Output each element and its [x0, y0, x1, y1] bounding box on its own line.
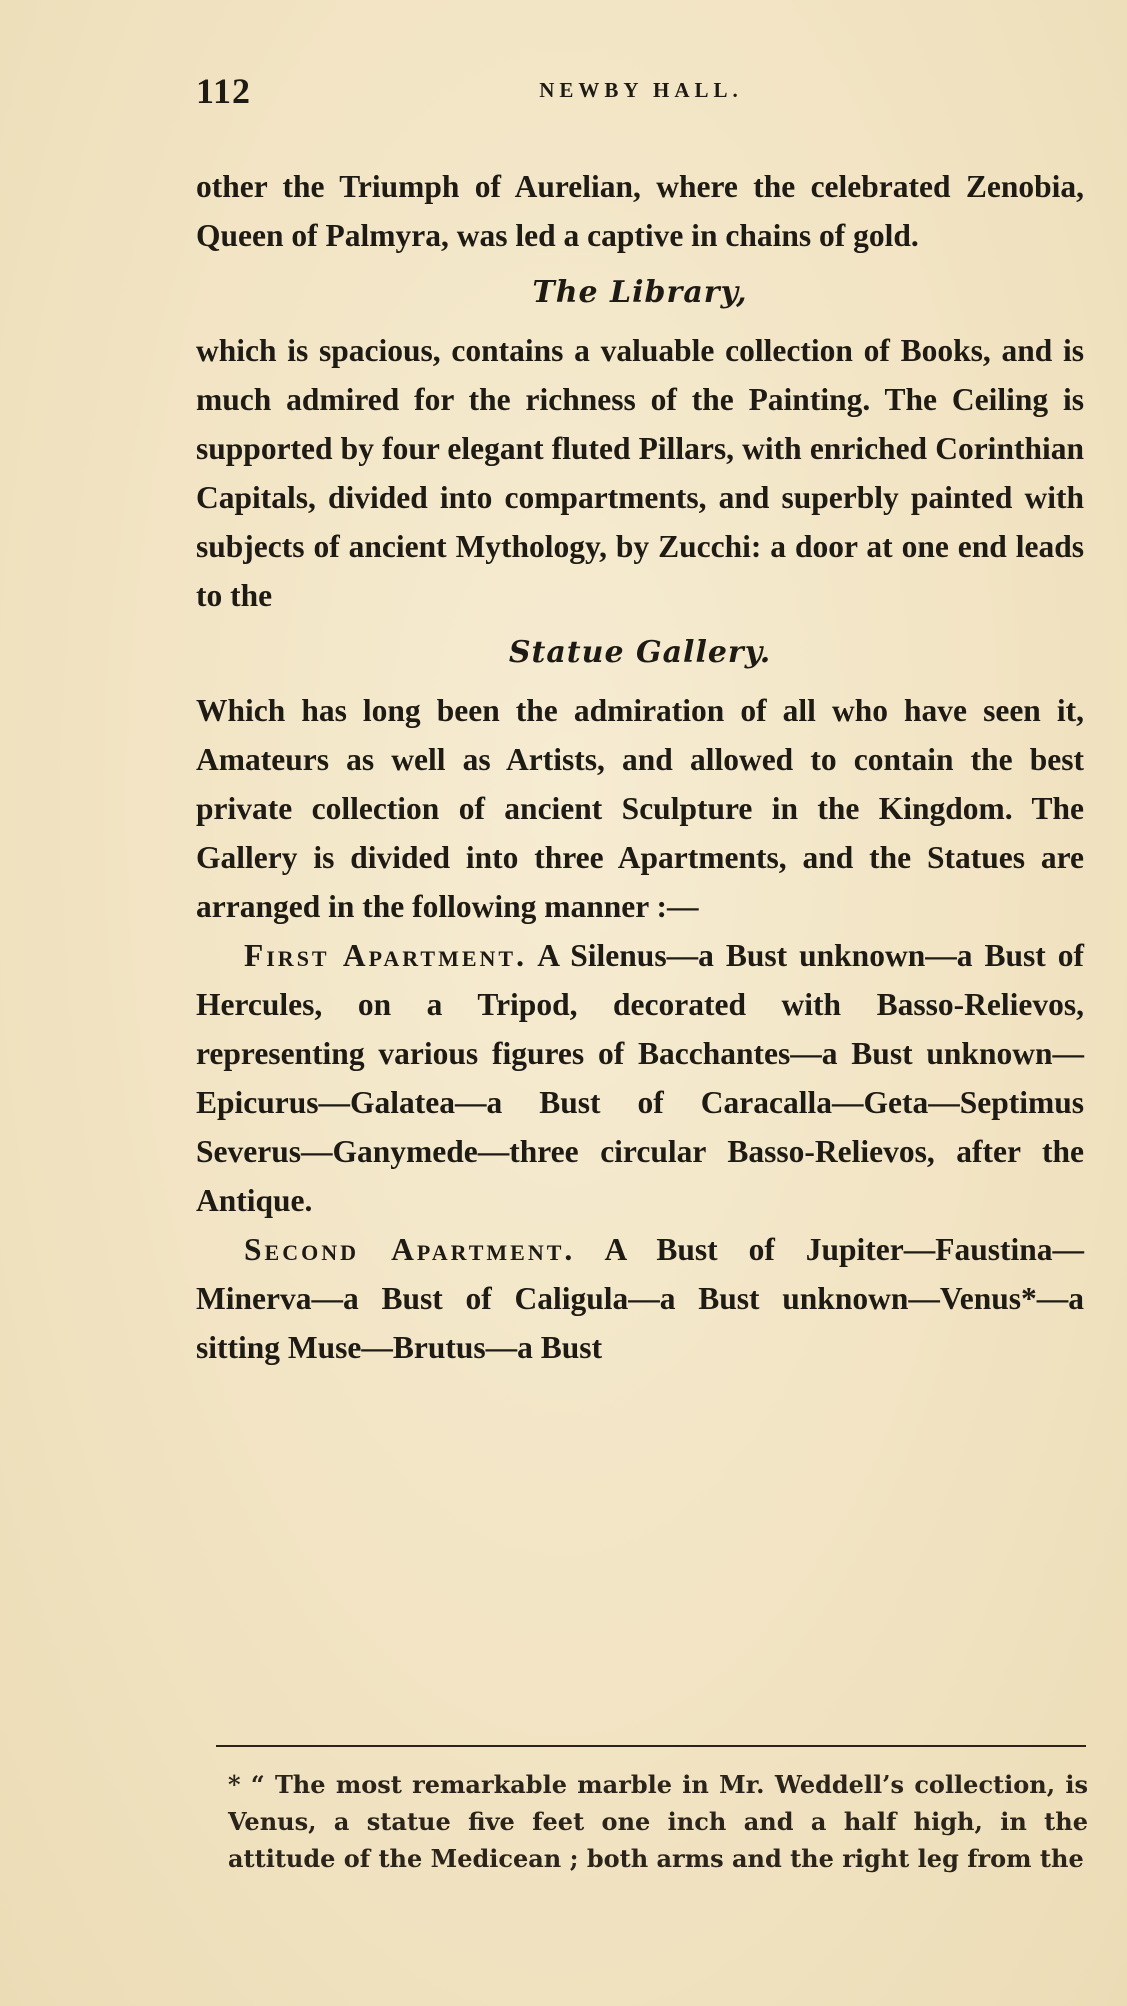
- heading-library: The Library,: [532, 275, 748, 310]
- paragraph-gallery: Which has long been the admiration of all who have seen it, Amateurs as well as Artists, and allowed to contain the best private collection of ancient Sculpture in the Kingdom. The Gallery is divided into three Apartments, and the Statues are arranged in the following manner :—: [196, 693, 1084, 924]
- label-second-apartment: Second Apartment.: [244, 1232, 576, 1267]
- footnote: [228, 1766, 1088, 1877]
- text-first-apartment: A Silenus—a Bust unknown—a Bust of Hercules, on a Tripod, decorated with Basso-Relievos, representing various figures of Bacchantes—a Bust unknown—Epicurus—Galatea—a Bust of Caracalla—Geta—Septimus Severus—Ganymede—three circular Basso-Relievos, after the Antique.: [196, 938, 1084, 1218]
- running-head: [196, 70, 1086, 120]
- text-second-apartment: A Bust of Jupiter—Faustina—Minerva—a Bust of Caligula—a Bust unknown—Venus*—a sitting Muse—Brutus—a Bust: [196, 1232, 1085, 1365]
- paragraph-library: which is spacious, contains a valuable collection of Books, and is much admired for the richness of the Painting. The Ceiling is supported by four elegant fluted Pillars, with enriched Corinthian Capitals, divided into compartments, and superbly painted with subjects of ancient Mythology, by Zucchi: a door at one end leads to the: [196, 333, 1084, 613]
- paragraph-first-apartment: [196, 931, 1084, 1225]
- body-text: [196, 162, 1084, 1372]
- paragraph-second-apartment: [196, 1225, 1084, 1372]
- running-title: NEWBY HALL.: [539, 78, 743, 102]
- paragraph-triumph: other the Triumph of Aurelian, where the celebrated Zenobia, Queen of Palmyra, was led a captive in chains of gold.: [196, 169, 1084, 253]
- heading-statue-gallery: Statue Gallery.: [508, 635, 772, 670]
- footnote-text: * “ The most remarkable marble in Mr. Weddell’s collection, is Venus, a statue five feet one inch and a half high, in the attitude of the Medicean ; both arms and the right leg from the: [228, 1770, 1088, 1873]
- page-number: 112: [196, 71, 252, 111]
- label-first-apartment: First Apartment.: [244, 938, 527, 973]
- footnote-rule: [216, 1745, 1086, 1747]
